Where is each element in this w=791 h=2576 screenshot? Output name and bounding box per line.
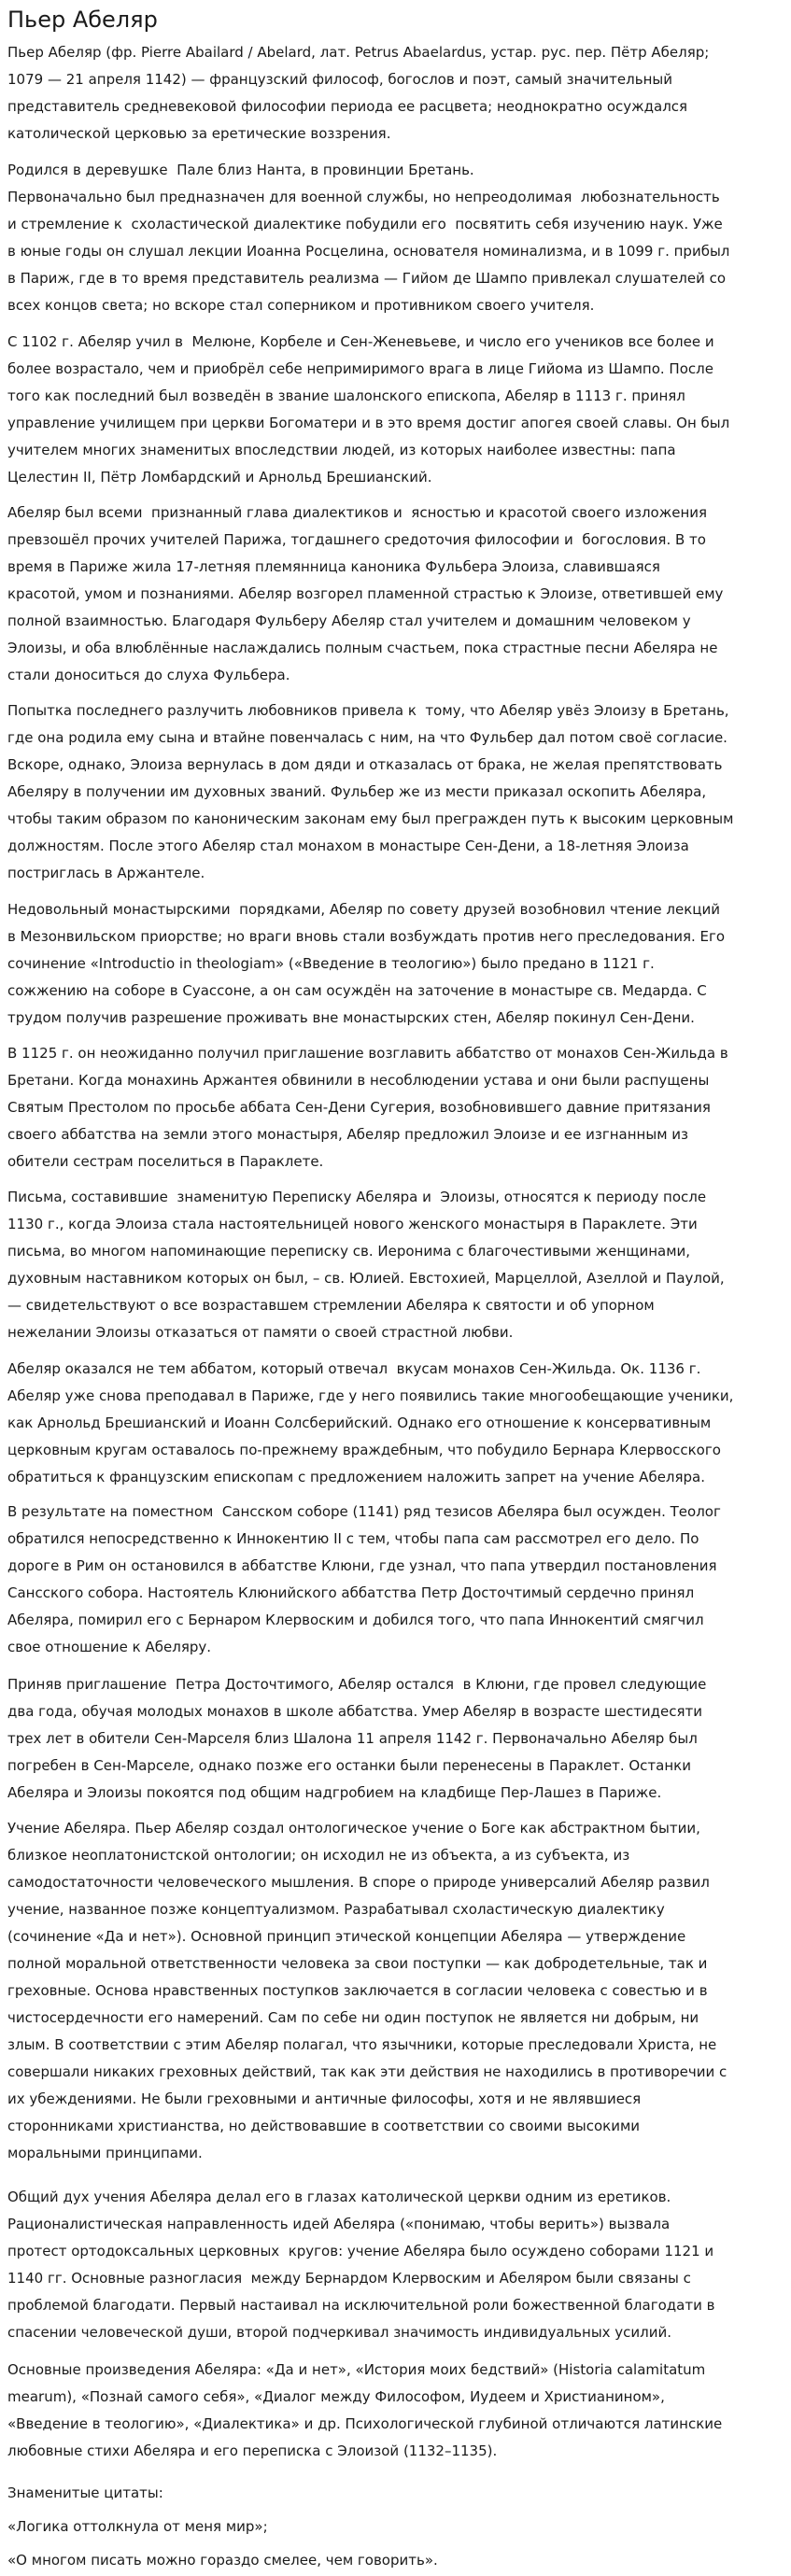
page-title: Пьер Абеляр bbox=[7, 7, 158, 33]
paragraph-cluny: Приняв приглашение Петра Досточтимого, Абеляр остался в Клюни, где провел следующие два года, обучая молодых монахов в школе аббатства. Умер Абеляр в возрасте шестидесяти трех лет в обители Сен-Марселя близ Шалона 11 апреля 1142 г. Первоначально Абеляр был погребен в Сен-Марселе, однако позже его останки были перенесены в Параклет. Останки Абеляра и Элоизы покоятся под общим надгробием на кладбище Пер-Лашез в Париже. bbox=[7, 1676, 707, 1801]
paragraph-intro: Пьер Абеляр (фр. Pierre Abailard / Abelard, лат. Petrus Abaelardus, устар. рус. пер. Пётр Абеляр; 1079 — 21 апреля 1142) — французский философ, богослов и поэт, самый значительный представитель средневековой философии периода ее расцвета; неоднократно осуждался католической церковью за еретические воззрения. bbox=[7, 44, 710, 142]
paragraph-works: Основные произведения Абеляра: «Да и нет», «История моих бедствий» (Historia calamitatum mearum), «Познай самого себя», «Диалог между Философом, Иудеем и Христианином», «Введение в теологию», «Диалектика» и др. Психологической глубиной отличаются латинские любовные стихи Абеляра и его переписка с Элоизой (1132–1135). bbox=[7, 2361, 723, 2459]
paragraph-saint-gildas: В 1125 г. он неожиданно получил приглашение возглавить аббатство от монахов Сен-Жильда в Бретани. Когда монахинь Аржантея обвинили в несоблюдении устава и они были распущены Святым Престолом по просьбе аббата Сен-Дени Сугерия, возобновившего давние притязания своего аббатства на земли этого монастыря, Абеляр предложил Элоизе и ее изгнанным из обители сестрам поселиться в Параклете. bbox=[7, 1045, 728, 1170]
quote-item: «О многом писать можно гораздо смелее, чем говорить». bbox=[7, 2552, 438, 2569]
paragraph-paris-return: Абеляр оказался не тем аббатом, который отвечал вкусам монахов Сен-Жильда. Ок. 1136 г. Абеляр уже снова преподавал в Париже, где у него появились такие многообещающие ученики, как Арнольд Брешианский и Иоанн Солсберийский. Однако его отношение к консервативным церковным кругам оставалось по-прежнему враждебным, что побудило Бернара Клервосского обратиться к французским епископам с предложением наложить запрет на учение Абеляра. bbox=[7, 1360, 734, 1485]
paragraph-separation: Попытка последнего разлучить любовников привела к тому, что Абеляр увёз Элоизу в Бретань, где она родила ему сына и втайне повенчалась с ним, на что Фульбер дал потом своё согласие. Вскоре, однако, Элоиза вернулась в дом дяди и отказалась от брака, не желая препятствовать Абеляру в получении им духовных званий. Фульбер же из мести приказал оскопить Абеляра, чтобы таким образом по каноническим законам ему был прегражден путь к высоким церковным должностям. После этого Абеляр стал монахом в монастыре Сен-Дени, а 18-летняя Элоиза постриглась в Аржантеле. bbox=[7, 702, 734, 881]
paragraph-early-life: Родился в деревушке Пале близ Нанта, в провинции Бретань. Первоначально был предназначен для военной службы, но непреодолимая любознательность и стремление к схоластической диалектике побудили его посвятить себя изучению наук. Уже в юные годы он слушал лекции Иоанна Росцелина, основателя номинализма, и в 1099 г. прибыл в Париж, где в то время представитель реализма — Гийом де Шампо привлекал слушателей со всех концов света; но вскоре стал соперником и противником своего учителя. bbox=[7, 162, 730, 314]
paragraph-teaching: С 1102 г. Абеляр учил в Мелюне, Корбеле и Сен-Женевьеве, и число его учеников все более и более возрастало, чем и приобрёл себе непримиримого врага в лице Гийома из Шампо. После того как последний был возведён в звание шалонского епископа, Абеляр в 1113 г. принял управление училищем при церкви Богоматери и в это время достиг апогея своей славы. Он был учителем многих знаменитых впоследствии людей, из которых наиболее известны: папа Целестин II, Пётр Ломбардский и Арнольд Брешианский. bbox=[7, 333, 730, 486]
paragraph-letters: Письма, составившие знаменитую Переписку Абеляра и Элоизы, относятся к периоду после 1130 г., когда Элоиза стала настоятельницей нового женского монастыря в Параклете. Эти письма, во многом напоминающие переписку св. Иеронима с благочестивыми женщинами, духовным наставником которых он был, – св. Юлией. Евстохией, Марцеллой, Азеллой и Паулой, — свидетельствуют о все возраставшем стремлении Абеляра к святости и об упорном нежелании Элоизы отказаться от памяти о своей страстной любви. bbox=[7, 1189, 725, 1341]
paragraph-monastery: Недовольный монастырскими порядками, Абеляр по совету друзей возобновил чтение лекций в Мезонвильском приорстве; но враги вновь стали возбуждать против него преследования. Его сочинение «Introductio in theologiam» («Введение в теологию») было предано в 1121 г. сожжению на соборе в Суассоне, а он сам осуждён на заточение в монастыре св. Медарда. С трудом получив разрешение проживать вне монастырских стен, Абеляр покинул Сен-Дени. bbox=[7, 901, 726, 1026]
paragraph-teaching-doctrine: Учение Абеляра. Пьер Абеляр создал онтологическое учение о Боге как абстрактном бытии, близкое неоплатонистской онтологии; он исходил не из объекта, а из субъекта, из самодостаточности человеческого мышления. В споре о природе универсалий Абеляр развил учение, названное позже концептуализмом. Разрабатывал схоластическую диалектику (сочинение «Да и нет»). Основной принцип этической концепции Абеляра — утверждение полной моральной ответственности человека за свои поступки — как добродетельные, так и греховные. Основа нравственных поступков заключается в согласии человека с совестью и в чистосердечности его намерений. Сам по себе ни один поступок не является ни добрым, ни злым. В соответствии с этим Абеляр полагал, что язычники, которые преследовали Христа, не совершали никаких греховных действий, так как эти действия не находились в противоречии с их убеждениями. Не были греховными и античные философы, хотя и не являвшиеся сторонниками христианства, но действовавшие в соответствии со своими высокими моральными принципами. bbox=[7, 1820, 727, 2161]
paragraph-heloise: Абеляр был всеми признанный глава диалектиков и ясностью и красотой своего изложения превзошёл прочих учителей Парижа, тогдашнего средоточия философии и богословия. В то время в Париже жила 17-летняя племянница каноника Фульбера Элоиза, славившаяся красотой, умом и познаниями. Абеляр возгорел пламенной страстью к Элоизе, ответившей ему полной взаимностью. Благодаря Фульберу Абеляр стал учителем и домашним человеком у Элоизы, и оба влюблённые наслаждались полным счастьем, пока страстные песни Абеляра не стали доноситься до слуха Фульбера. bbox=[7, 504, 724, 683]
quote-item: «Логика оттолкнула от меня мир»; bbox=[7, 2518, 268, 2535]
quotes-heading: Знаменитые цитаты: bbox=[7, 2485, 163, 2501]
paragraph-heresy: Общий дух учения Абеляра делал его в глазах католической церкви одним из еретиков. Рационалистическая направленность идей Абеляра («понимаю, чтобы верить») вызвала протест ортодоксальных церковных кругов: учение Абеляра было осуждено соборами 1121 и 1140 гг. Основные разногласия между Бернардом Клервоским и Абеляром были связаны с проблемой благодати. Первый настаивал на исключительной роли божественной благодати в спасении человеческой души, второй подчеркивал значимость индивидуальных усилий. bbox=[7, 2189, 715, 2341]
paragraph-sens-council: В результате на поместном Сансском соборе (1141) ряд тезисов Абеляра был осужден. Теолог обратился непосредственно к Иннокентию II с тем, чтобы папа сам рассмотрел его дело. По дороге в Рим он остановился в аббатстве Клюни, где узнал, что папа утвердил постановления Сансского собора. Настоятель Клюнийского аббатства Петр Досточтимый сердечно принял Абеляра, помирил его с Бернаром Клервоским и добился того, что папа Иннокентий смягчил свое отношение к Абеляру. bbox=[7, 1503, 721, 1655]
